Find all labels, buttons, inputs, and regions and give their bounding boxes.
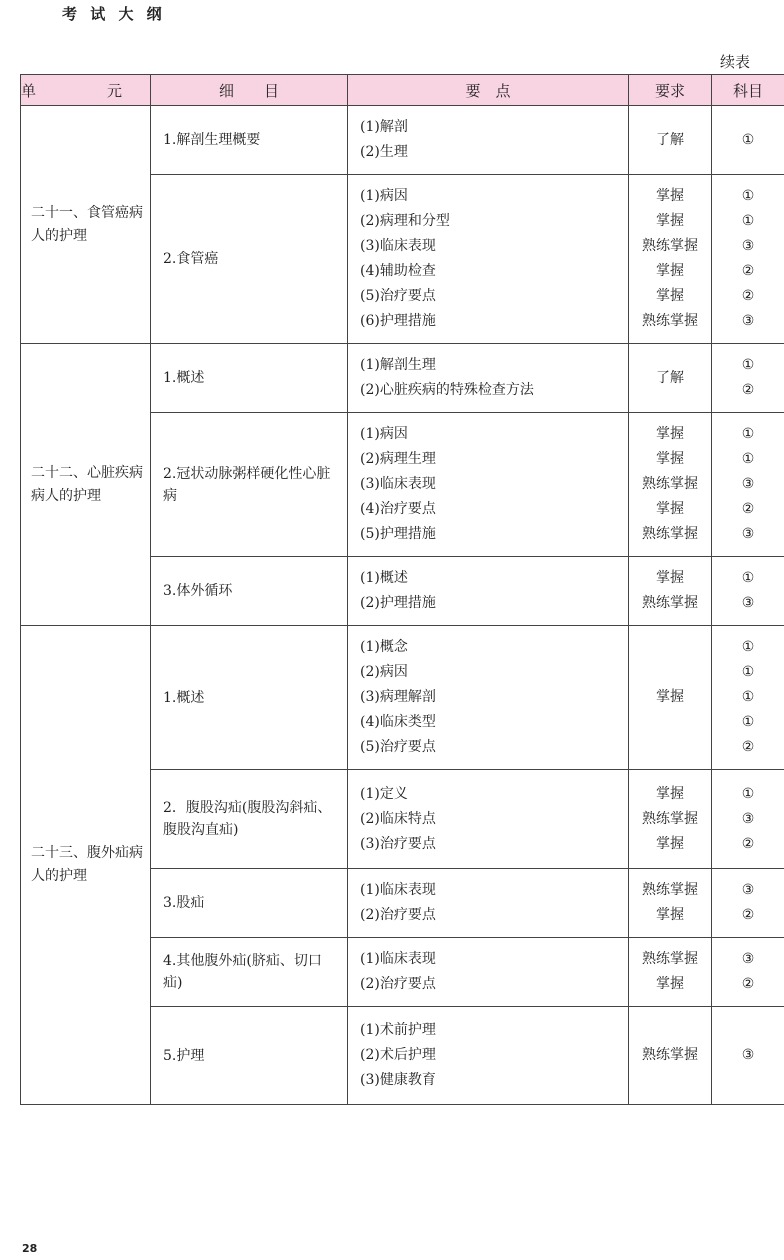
subject-line: ② xyxy=(741,976,755,992)
subject-line: ③ xyxy=(741,476,755,492)
column-header-unit: 单 元 xyxy=(21,75,151,106)
point-line: (1)术前护理 xyxy=(360,1022,436,1038)
requirement-line: 熟练掌握 xyxy=(642,810,698,827)
requirement-line: 掌握 xyxy=(656,785,684,802)
point-line: (2)病理和分型 xyxy=(360,213,450,229)
subject-line: ③ xyxy=(741,313,755,329)
points-cell xyxy=(348,869,629,938)
subject-cell xyxy=(712,938,784,1007)
point-line: (1)解剖 xyxy=(360,119,408,135)
subject-line: ② xyxy=(741,739,755,755)
point-line: (2)护理措施 xyxy=(360,595,436,611)
requirement-cell xyxy=(629,175,712,344)
point-line: (1)定义 xyxy=(360,785,408,802)
requirement-line: 掌握 xyxy=(656,188,684,204)
continued-table-label: 续表 xyxy=(720,53,751,71)
requirement-line: 掌握 xyxy=(656,288,684,304)
points-cell xyxy=(348,344,629,413)
subject-line: ① xyxy=(741,451,755,467)
point-line: (2)临床特点 xyxy=(360,810,436,827)
subject-cell xyxy=(712,626,784,770)
subject-line: ① xyxy=(741,664,755,680)
subject-cell xyxy=(712,413,784,557)
column-header-requirement: 要求 xyxy=(629,75,712,106)
subject-line: ② xyxy=(741,263,755,279)
point-line: (3)临床表现 xyxy=(360,476,436,492)
subject-line: ③ xyxy=(741,238,755,254)
requirement-line: 熟练掌握 xyxy=(642,882,698,898)
requirement-line: 熟练掌握 xyxy=(642,1047,698,1063)
subject-line: ② xyxy=(741,288,755,304)
point-line: (2)病理生理 xyxy=(360,451,436,467)
subject-line: ① xyxy=(741,714,755,730)
table-row xyxy=(21,106,784,175)
subject-line: ① xyxy=(741,131,755,148)
points-cell xyxy=(348,106,629,175)
subject-line: ① xyxy=(741,357,755,373)
item-cell: 3.股疝 xyxy=(151,869,348,938)
subject-line: ① xyxy=(741,639,755,655)
requirement-cell xyxy=(629,770,712,869)
requirement-cell xyxy=(629,938,712,1007)
points-cell xyxy=(348,413,629,557)
unit-cell: 二十二、心脏疾病病人的护理 xyxy=(21,344,151,626)
point-line: (2)病因 xyxy=(360,664,408,680)
points-cell xyxy=(348,1007,629,1105)
point-line: (4)辅助检查 xyxy=(360,263,436,279)
point-line: (3)治疗要点 xyxy=(360,835,436,852)
subject-cell xyxy=(712,175,784,344)
subject-cell xyxy=(712,770,784,869)
item-cell: 2．腹股沟疝(腹股沟斜疝、腹股沟直疝) xyxy=(151,770,348,869)
requirement-line: 掌握 xyxy=(656,263,684,279)
point-line: (2)心脏疾病的特殊检查方法 xyxy=(360,382,534,398)
item-cell: 1.解剖生理概要 xyxy=(151,106,348,175)
requirement-cell xyxy=(629,1007,712,1105)
point-line: (3)临床表现 xyxy=(360,238,436,254)
column-header-points: 要 点 xyxy=(348,75,629,106)
points-cell xyxy=(348,770,629,869)
subject-cell xyxy=(712,344,784,413)
requirement-line: 掌握 xyxy=(656,213,684,229)
requirement-line: 熟练掌握 xyxy=(642,238,698,254)
requirement-line: 熟练掌握 xyxy=(642,313,698,329)
subject-line: ① xyxy=(741,426,755,442)
requirement-line: 掌握 xyxy=(656,426,684,442)
requirement-line: 掌握 xyxy=(656,501,684,517)
requirement-line: 掌握 xyxy=(656,907,684,923)
subject-line: ③ xyxy=(741,595,755,611)
point-line: (2)生理 xyxy=(360,144,408,160)
points-cell xyxy=(348,626,629,770)
item-cell: 2.食管癌 xyxy=(151,175,348,344)
requirement-line: 熟练掌握 xyxy=(642,526,698,542)
point-line: (2)术后护理 xyxy=(360,1047,436,1063)
subject-line: ② xyxy=(741,835,755,852)
requirement-line: 掌握 xyxy=(656,835,684,852)
requirement-line: 了解 xyxy=(656,369,684,386)
running-header-title: 考 试 大 纲 xyxy=(62,5,166,23)
item-cell: 5.护理 xyxy=(151,1007,348,1105)
subject-line: ② xyxy=(741,501,755,517)
item-cell: 4.其他腹外疝(脐疝、切口疝) xyxy=(151,938,348,1007)
point-line: (1)临床表现 xyxy=(360,951,436,967)
table-body xyxy=(21,106,784,1105)
point-line: (1)概念 xyxy=(360,639,408,655)
point-line: (1)病因 xyxy=(360,188,408,204)
requirement-cell xyxy=(629,557,712,626)
subject-cell xyxy=(712,557,784,626)
requirement-line: 熟练掌握 xyxy=(642,951,698,967)
table-header-row xyxy=(21,75,784,106)
subject-cell xyxy=(712,106,784,175)
subject-line: ② xyxy=(741,907,755,923)
subject-line: ① xyxy=(741,570,755,586)
point-line: (3)病理解剖 xyxy=(360,689,436,705)
point-line: (3)健康教育 xyxy=(360,1072,436,1088)
syllabus-table xyxy=(20,74,784,1105)
subject-cell xyxy=(712,869,784,938)
subject-line: ③ xyxy=(741,951,755,967)
point-line: (6)护理措施 xyxy=(360,313,436,329)
subject-line: ③ xyxy=(741,810,755,827)
point-line: (1)病因 xyxy=(360,426,408,442)
subject-line: ① xyxy=(741,188,755,204)
subject-line: ① xyxy=(741,785,755,802)
point-line: (5)护理措施 xyxy=(360,526,436,542)
unit-cell: 二十一、食管癌病人的护理 xyxy=(21,106,151,344)
point-line: (4)治疗要点 xyxy=(360,501,436,517)
table-row xyxy=(21,344,784,413)
point-line: (2)治疗要点 xyxy=(360,976,436,992)
table-row xyxy=(21,626,784,770)
requirement-line: 掌握 xyxy=(656,689,684,705)
point-line: (4)临床类型 xyxy=(360,714,436,730)
subject-line: ① xyxy=(741,213,755,229)
requirement-cell xyxy=(629,344,712,413)
item-cell: 2.冠状动脉粥样硬化性心脏病 xyxy=(151,413,348,557)
requirement-line: 熟练掌握 xyxy=(642,476,698,492)
requirement-line: 掌握 xyxy=(656,451,684,467)
requirement-line: 掌握 xyxy=(656,976,684,992)
requirement-line: 熟练掌握 xyxy=(642,595,698,611)
requirement-cell xyxy=(629,869,712,938)
requirement-cell xyxy=(629,626,712,770)
item-cell: 3.体外循环 xyxy=(151,557,348,626)
requirement-cell xyxy=(629,413,712,557)
point-line: (5)治疗要点 xyxy=(360,739,436,755)
points-cell xyxy=(348,938,629,1007)
point-line: (1)临床表现 xyxy=(360,882,436,898)
subject-cell xyxy=(712,1007,784,1105)
requirement-cell xyxy=(629,106,712,175)
subject-line: ③ xyxy=(741,882,755,898)
column-header-item: 细 目 xyxy=(151,75,348,106)
subject-line: ① xyxy=(741,689,755,705)
subject-line: ② xyxy=(741,382,755,398)
point-line: (1)解剖生理 xyxy=(360,357,436,373)
points-cell xyxy=(348,175,629,344)
requirement-line: 了解 xyxy=(656,131,684,148)
point-line: (2)治疗要点 xyxy=(360,907,436,923)
subject-line: ③ xyxy=(741,1047,755,1063)
column-header-subject: 科目 xyxy=(712,75,784,106)
page-number: 28 xyxy=(22,1242,38,1255)
points-cell xyxy=(348,557,629,626)
requirement-line: 掌握 xyxy=(656,570,684,586)
unit-cell: 二十三、腹外疝病人的护理 xyxy=(21,626,151,1105)
subject-line: ③ xyxy=(741,526,755,542)
item-cell: 1.概述 xyxy=(151,626,348,770)
item-cell: 1.概述 xyxy=(151,344,348,413)
point-line: (5)治疗要点 xyxy=(360,288,436,304)
point-line: (1)概述 xyxy=(360,570,408,586)
